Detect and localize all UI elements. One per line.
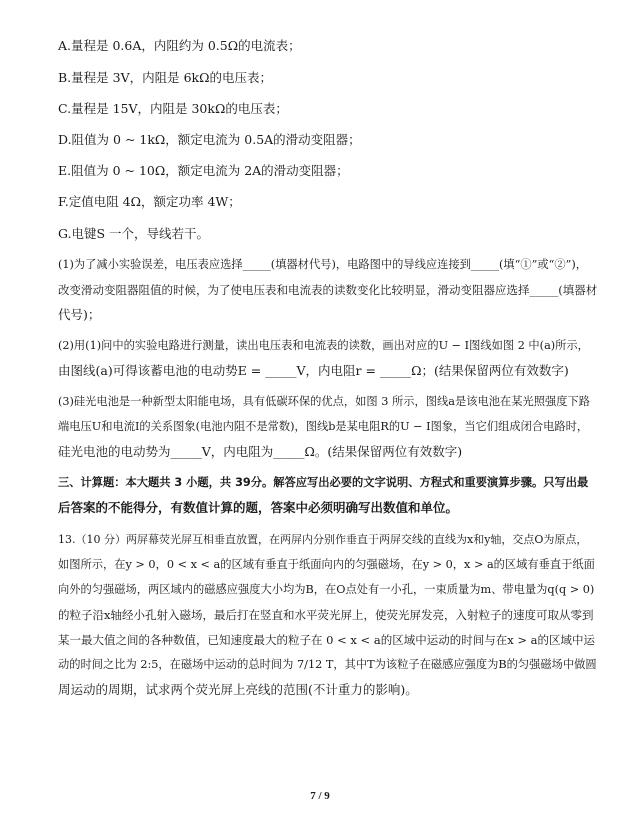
question-13-line-6: 动的时间之比为 2:5，在磁场中运动的总时间为 7/12 T，其中T为该粒子在磁感应强度为B的匀强磁场中做圆: [58, 658, 597, 671]
question-13-line-2: 如图所示，在y > 0，0 < x < a的区域有垂直于纸面向内的匀强磁场，在y > 0，x > a的区域有垂直于纸面: [58, 558, 595, 571]
question-13-line-4: 的粒子沿x轴经小孔射入磁场，最后打在竖直和水平荧光屏上，使荧光屏发亮，入射粒子的速度可取从零到: [58, 608, 594, 622]
page-number: 7 / 9: [310, 790, 330, 802]
option-c: C.量程是 15V，内阻是 30kΩ的电压表；: [58, 101, 288, 116]
section-heading-line-2: 后答案的不能得分，有数值计算的题，答案中必须明确写出数值和单位。: [58, 500, 459, 515]
question-1-line-3: 代号)；: [58, 307, 101, 322]
question-2-line-2: 由图线(a)可得该蓄电池的电动势E = _____V，内电阻r = _____Ω；(结果保留两位有效数字): [58, 363, 569, 378]
option-b: B.量程是 3V，内阻是 6kΩ的电压表；: [58, 70, 272, 85]
option-d: D.阻值为 0 ~ 1kΩ，额定电流为 0.5A的滑动变阻器；: [58, 132, 361, 147]
section-heading-line-1: 三、计算题：本大题共 3 小题，共 39分。解答应写出必要的文字说明、方程式和重要演算步骤。只写出最: [58, 476, 589, 489]
option-g: G.电键S 一个，导线若干。: [58, 226, 210, 241]
question-2-line-1: (2)用(1)问中的实验电路进行测量，读出电压表和电流表的读数，画出对应的U − I图线如图 2 中(a)所示，: [58, 339, 589, 352]
question-3-line-3: 硅光电池的电动势为_____V，内电阻为_____Ω。(结果保留两位有效数字): [58, 444, 463, 459]
question-13-line-5: 某一最大值之间的各种数值，已知速度最大的粒子在 0 < x < a的区域中运动的时间与在x > a的区域中运: [58, 633, 595, 647]
question-1-line-1: (1)为了减小实验误差，电压表应选择_____(填器材代号)，电路图中的导线应连接到_____(填“①”或“②”)，: [58, 258, 587, 271]
option-e: E.阻值为 0 ~ 10Ω，额定电流为 2A的滑动变阻器；: [58, 163, 349, 178]
question-13-line-3: 向外的匀强磁场，两区域内的磁感应强度大小均为B，在O点处有一小孔，一束质量为m、带电量为q(q > 0): [58, 583, 595, 596]
question-13-line-1: 13.（10 分）两屏幕荧光屏互相垂直放置，在两屏内分别作垂直于两屏交线的直线为x和y轴，交点O为原点，: [58, 533, 588, 546]
question-1-line-2: 改变滑动变阻器阻值的时候，为了使电压表和电流表的读数变化比较明显，滑动变阻器应选择_____(填器材: [58, 283, 598, 297]
option-f: F.定值电阻 4Ω，额定功率 4W；: [58, 194, 241, 209]
question-13-line-7: 周运动的周期，试求两个荧光屏上亮线的范围(不计重力的影响)。: [58, 682, 418, 697]
option-a: A.量程是 0.6A，内阻约为 0.5Ω的电流表；: [58, 38, 301, 53]
question-3-line-1: (3)硅光电池是一种新型太阳能电场，具有低碳环保的优点，如图 3 所示，图线a是该电池在某光照强度下路: [58, 395, 590, 408]
question-3-line-2: 端电压U和电流I的关系图象(电池内阻不是常数)，图线b是某电阻R的U − I图象，当它们组成闭合电路时，: [58, 420, 589, 433]
